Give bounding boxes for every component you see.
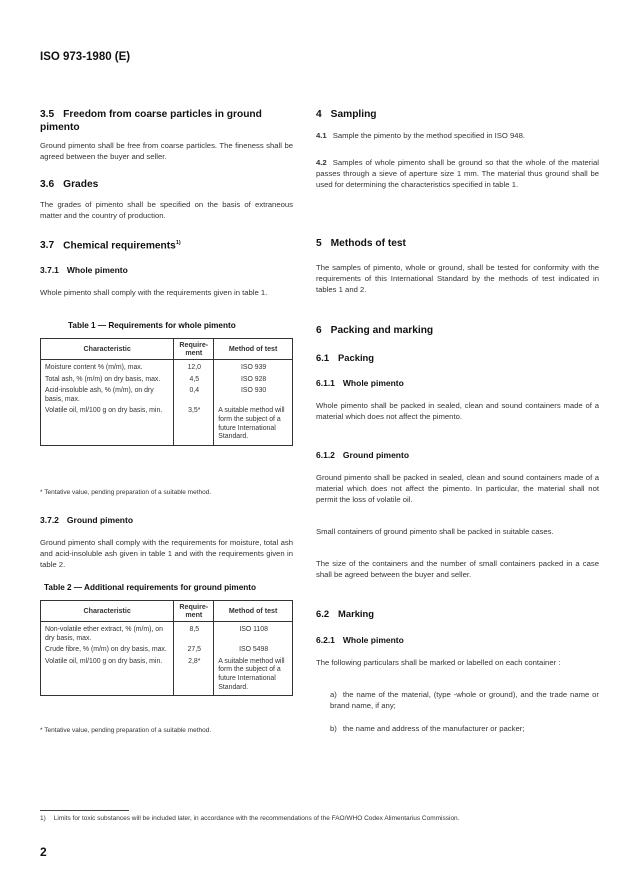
column-header: Characteristic bbox=[41, 339, 174, 360]
section-3-5-text: Ground pimento shall be free from coarse particles. The fineness shall be agreed between the buyer and seller. bbox=[40, 141, 293, 161]
table-cell: A suitable method will form the subject of a future International Standard. bbox=[214, 658, 293, 696]
table-1 bbox=[40, 338, 293, 446]
section-3-7-1-heading bbox=[40, 265, 128, 275]
table-row bbox=[41, 376, 293, 388]
section-3-7-2-heading bbox=[40, 515, 133, 525]
section-3-6-heading bbox=[40, 178, 98, 191]
table-row bbox=[41, 387, 293, 407]
section-6-heading bbox=[316, 324, 433, 337]
column-header: Characteristic bbox=[41, 601, 174, 622]
section-title: Chemical requirements bbox=[63, 240, 176, 252]
column-header: Method of test bbox=[214, 339, 293, 360]
column-header: Require-ment bbox=[174, 339, 214, 360]
table-cell: ISO 1108 bbox=[214, 622, 293, 647]
table-2-caption: Table 2 — Additional requirements for ground pimento bbox=[44, 583, 256, 592]
list-item bbox=[330, 723, 599, 734]
section-3-7-heading bbox=[40, 237, 181, 252]
table-cell: Volatile oil, ml/100 g on dry basis, min. bbox=[41, 658, 174, 696]
column-header: Method of test bbox=[214, 601, 293, 622]
table-header-row bbox=[41, 339, 293, 360]
table-cell: ISO 939 bbox=[214, 360, 293, 376]
table-cell: Moisture content % (m/m), max. bbox=[41, 360, 174, 376]
list-item bbox=[330, 689, 599, 711]
footnote-mark: 1) bbox=[40, 815, 46, 822]
table-1-caption: Table 1 — Requirements for whole pimento bbox=[68, 321, 236, 330]
footnote bbox=[40, 815, 459, 822]
section-3-7-1-text: Whole pimento shall comply with the requirements given in table 1. bbox=[40, 288, 268, 297]
footnote-ref: 1) bbox=[175, 240, 181, 246]
footnote-divider bbox=[40, 810, 129, 811]
paragraph-text: Samples of whole pimento shall be ground so that the whole of the material passes through a sieve of aperture size 1 mm. The material thus ground shall be used for determining the characteristics specified in table 1. bbox=[316, 158, 599, 189]
section-number: 3.7 bbox=[40, 240, 55, 252]
table-cell: ISO 930 bbox=[214, 387, 293, 407]
list-label: b) bbox=[330, 724, 337, 733]
section-title: Whole pimento bbox=[66, 265, 128, 275]
section-6-1-1-heading bbox=[316, 378, 404, 388]
section-6-1-2-text-3: The size of the containers and the number of small containers packed in a case shall be agreed between the buyer and seller. bbox=[316, 559, 599, 579]
table-row bbox=[41, 658, 293, 696]
section-number: 3.5 bbox=[40, 109, 55, 120]
paragraph-4-1 bbox=[316, 130, 599, 141]
table-cell: 2,8* bbox=[174, 658, 214, 696]
list-label: a) bbox=[330, 690, 337, 699]
section-6-1-2-heading bbox=[316, 450, 409, 460]
table-cell: Acid-insoluble ash, % (m/m), on dry basis, max. bbox=[41, 387, 174, 407]
section-3-7-2-text: Ground pimento shall comply with the requirements for moisture, total ash and acid-insoluble ash given in table 1 and with the requirements given in table 2. bbox=[40, 538, 293, 569]
table-2 bbox=[40, 600, 293, 696]
column-header: Require-ment bbox=[174, 601, 214, 622]
paragraph-number: 4.2 bbox=[316, 158, 327, 167]
table-cell: 27,5 bbox=[174, 646, 214, 658]
section-title: Marking bbox=[338, 608, 374, 619]
table-cell: 8,5 bbox=[174, 622, 214, 647]
section-number: 6.2.1 bbox=[316, 635, 335, 645]
section-title: Sampling bbox=[330, 109, 377, 120]
paragraph-number: 4.1 bbox=[316, 131, 327, 140]
section-6-2-heading bbox=[316, 607, 374, 620]
section-title: Grades bbox=[63, 179, 99, 190]
section-number: 6.2 bbox=[316, 608, 330, 619]
table-cell: Non-volatile ether extract, % (m/m), on dry basis, max. bbox=[41, 622, 174, 647]
table-cell: Total ash, % (m/m) on dry basis, max. bbox=[41, 376, 174, 388]
section-title: Packing and marking bbox=[330, 325, 434, 336]
table-row bbox=[41, 407, 293, 445]
section-number: 6.1.1 bbox=[316, 378, 335, 388]
table-cell: ISO 928 bbox=[214, 376, 293, 388]
section-number: 3.7.1 bbox=[40, 265, 59, 275]
footnote-text: Limits for toxic substances will be included later, in accordance with the recommendations of the FAO/WHO Codex Alimentarius Commission. bbox=[53, 815, 460, 822]
table-cell: A suitable method will form the subject of a future International Standard. bbox=[214, 407, 293, 445]
table-cell: 4,5 bbox=[174, 376, 214, 388]
paragraph-4-2 bbox=[316, 157, 599, 190]
section-6-2-1-heading bbox=[316, 635, 404, 645]
section-number: 5 bbox=[316, 238, 322, 249]
section-number: 6.1.2 bbox=[316, 450, 335, 460]
table-cell: 0,4 bbox=[174, 387, 214, 407]
table-row bbox=[41, 360, 293, 376]
section-4-heading bbox=[316, 108, 377, 121]
section-6-1-2-text-1: Ground pimento shall be packed in sealed, clean and sound containers made of a material which does not affect the pimento. In particular, the material shall not permit the loss of volatile oil. bbox=[316, 473, 599, 504]
paragraph-text: Sample the pimento by the method specified in ISO 948. bbox=[332, 131, 525, 140]
table-cell: 12,0 bbox=[174, 360, 214, 376]
table-cell: ISO 5498 bbox=[214, 646, 293, 658]
section-title: Methods of test bbox=[330, 238, 406, 249]
section-number: 6 bbox=[316, 325, 322, 336]
section-title: Freedom from coarse particles in ground pimento bbox=[40, 109, 262, 133]
section-title: Ground pimento bbox=[66, 515, 134, 525]
table-row bbox=[41, 622, 293, 647]
page-number: 2 bbox=[40, 845, 47, 859]
section-title: Packing bbox=[338, 352, 374, 363]
table-header-row bbox=[41, 601, 293, 622]
table-cell: 3,5* bbox=[174, 407, 214, 445]
section-title: Whole pimento bbox=[342, 378, 404, 388]
section-5-heading bbox=[316, 237, 406, 250]
section-6-1-heading bbox=[316, 351, 374, 364]
section-number: 4 bbox=[316, 109, 322, 120]
table-cell: Volatile oil, ml/100 g on dry basis, min. bbox=[41, 407, 174, 445]
section-title: Whole pimento bbox=[342, 635, 404, 645]
section-6-2-1-text: The following particulars shall be marked or labelled on each container : bbox=[316, 658, 561, 667]
section-3-6-text: The grades of pimento shall be specified on the basis of extraneous matter and the country of production. bbox=[40, 200, 293, 220]
list-text: the name of the material, (type -whole or ground), and the trade name or brand name, if any; bbox=[330, 690, 599, 710]
section-5-text: The samples of pimento, whole or ground, shall be tested for conformity with the requirements of this International Standard by the methods of test indicated in tables 1 and 2. bbox=[316, 263, 599, 294]
list-text: the name and address of the manufacturer or packer; bbox=[342, 724, 525, 733]
section-6-1-1-text: Whole pimento shall be packed in sealed, clean and sound containers made of a material which does not affect the pimento. bbox=[316, 401, 599, 421]
document-header: ISO 973-1980 (E) bbox=[40, 51, 131, 63]
table-2-note: * Tentative value, pending preparation of a suitable method. bbox=[40, 727, 212, 734]
section-number: 3.6 bbox=[40, 179, 55, 190]
table-1-note: * Tentative value, pending preparation of a suitable method. bbox=[40, 489, 212, 496]
section-number: 3.7.2 bbox=[40, 515, 59, 525]
table-row bbox=[41, 646, 293, 658]
section-number: 6.1 bbox=[316, 352, 330, 363]
section-title: Ground pimento bbox=[342, 450, 410, 460]
section-6-1-2-text-2: Small containers of ground pimento shall be packed in suitable cases. bbox=[316, 527, 554, 536]
table-cell: Crude fibre, % (m/m) on dry basis, max. bbox=[41, 646, 174, 658]
section-3-5-heading bbox=[40, 108, 295, 134]
